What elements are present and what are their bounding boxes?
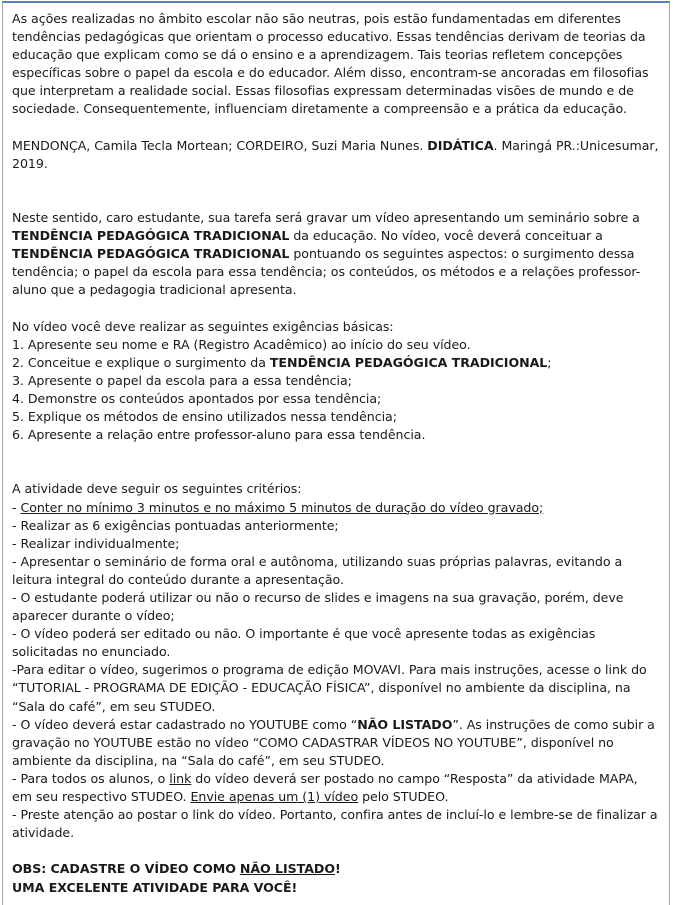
list-item: 2. Conceitue e explique o surgimento da TENDÊNCIA PEDAGÓGICA TRADICIONAL; — [12, 354, 552, 370]
list-item: - Apresentar o seminário de forma oral e autônoma, utilizando suas próprias palavras, evitando a leitura integral do conteúdo durante a apresentação. — [12, 553, 623, 587]
obs-note: OBS: CADASTRE O VÍDEO COMO NÃO LISTADO! UMA EXCELENTE ATIVIDADE PARA VOCÊ! — [12, 861, 341, 895]
list-item: -Para editar o vídeo, sugerimos o programa de edição MOVAVI. Para mais instruções, acesse o link do “TUTORIAL - PROGRAMA DE EDIÇÃO - EDUCAÇÃO FÍSICA”, disponível no ambiente da disciplina, na “Sala do café”, em seu STUDEO. — [12, 662, 647, 714]
list-item: - O estudante poderá utilizar ou não o recurso de slides e imagens na sua gravação, porém, deve aparecer durante o vídeo; — [12, 590, 624, 624]
task-topic: TENDÊNCIA PEDAGÓGICA TRADICIONAL — [12, 246, 290, 262]
list-item: - Preste atenção ao postar o link do vídeo. Portanto, confira antes de incluí-lo e lembre-se de finalizar a atividade. — [12, 807, 658, 841]
citation — [12, 137, 660, 173]
list-item: 3. Apresente o papel da escola para a essa tendência; — [12, 372, 352, 388]
criteria-heading: A atividade deve seguir os seguintes critérios: — [12, 481, 302, 497]
requirements-list — [12, 318, 660, 445]
list-item: - Realizar as 6 exigências pontuadas anteriormente; — [12, 517, 339, 533]
list-item: - Realizar individualmente; — [12, 535, 180, 551]
citation-title: DIDÁTICA — [427, 137, 494, 153]
criteria-list — [12, 480, 660, 842]
document-body — [12, 10, 660, 897]
list-item: 5. Explique os métodos de ensino utilizados nessa tendência; — [12, 409, 397, 425]
citation-publisher: . Maringá PR.:Unicesumar, 2019. — [12, 137, 659, 171]
link-word: link — [169, 770, 192, 786]
list-item: 6. Apresente a relação entre professor-aluno para essa tendência. — [12, 427, 426, 443]
list-item: 4. Demonstre os conteúdos apontados por essa tendência; — [12, 390, 382, 406]
list-item: - O vídeo poderá ser editado ou não. O importante é que você apresente todas as exigências solicitadas no enunciado. — [12, 626, 596, 660]
citation-authors: MENDONÇA, Camila Tecla Mortean; CORDEIRO, Suzi Maria Nunes. — [12, 137, 424, 153]
list-item: - O vídeo deverá estar cadastrado no YOUTUBE como “NÃO LISTADO”. As instruções de como subir a gravação no YOUTUBE estão no vídeo “COMO CADASTRAR VÍDEOS NO YOUTUBE”, disponível no ambiente da disciplina, na “Sala do café”, em seu STUDEO. — [12, 716, 655, 768]
intro-paragraph: As ações realizadas no âmbito escolar não são neutras, pois estão fundamentadas em diferentes tendências pedagógicas que orientam o processo educativo. Essas tendências derivam de teorias da educação que explicam como se dá o ensino e a aprendizagem. Tais teorias refletem concepções específicas sobre o papel da escola e do educador. Além disso, encontram-se ancoradas em filosofias que interpretam a realidade social. Essas filosofias expressam determinadas visões de mundo e de sociedade. Consequentemente, influenciam diretamente a compreensão e a prática da educação. — [12, 11, 649, 117]
list-item: - Para todos os alunos, o link do vídeo deverá ser postado no campo “Resposta” da atividade MAPA, em seu respectivo STUDEO. Envie apenas um (1) vídeo pelo STUDEO. — [12, 770, 638, 805]
list-item: 1. Apresente seu nome e RA (Registro Acadêmico) ao início do seu vídeo. — [12, 336, 471, 352]
requirements-heading: No vídeo você deve realizar as seguintes exigências básicas: — [12, 318, 394, 334]
task-paragraph: Neste sentido, caro estudante, sua tarefa será gravar um vídeo apresentando um seminário sobre a TENDÊNCIA PEDAGÓGICA TRADICIONAL da educação. No vídeo, você deverá conceituar a TENDÊNCIA PEDAGÓGICA TRADICIONAL pontuando os seguintes aspectos: o surgimento dessa tendência; o papel da escola para essa tendência; os conteúdos, os métodos e a relações professor-aluno que a pedagogia tradicional apresenta. — [12, 210, 641, 298]
list-item: - Conter no mínimo 3 minutos e no máximo 5 minutos de duração do vídeo gravado; — [12, 499, 544, 515]
task-topic: TENDÊNCIA PEDAGÓGICA TRADICIONAL — [12, 228, 290, 244]
